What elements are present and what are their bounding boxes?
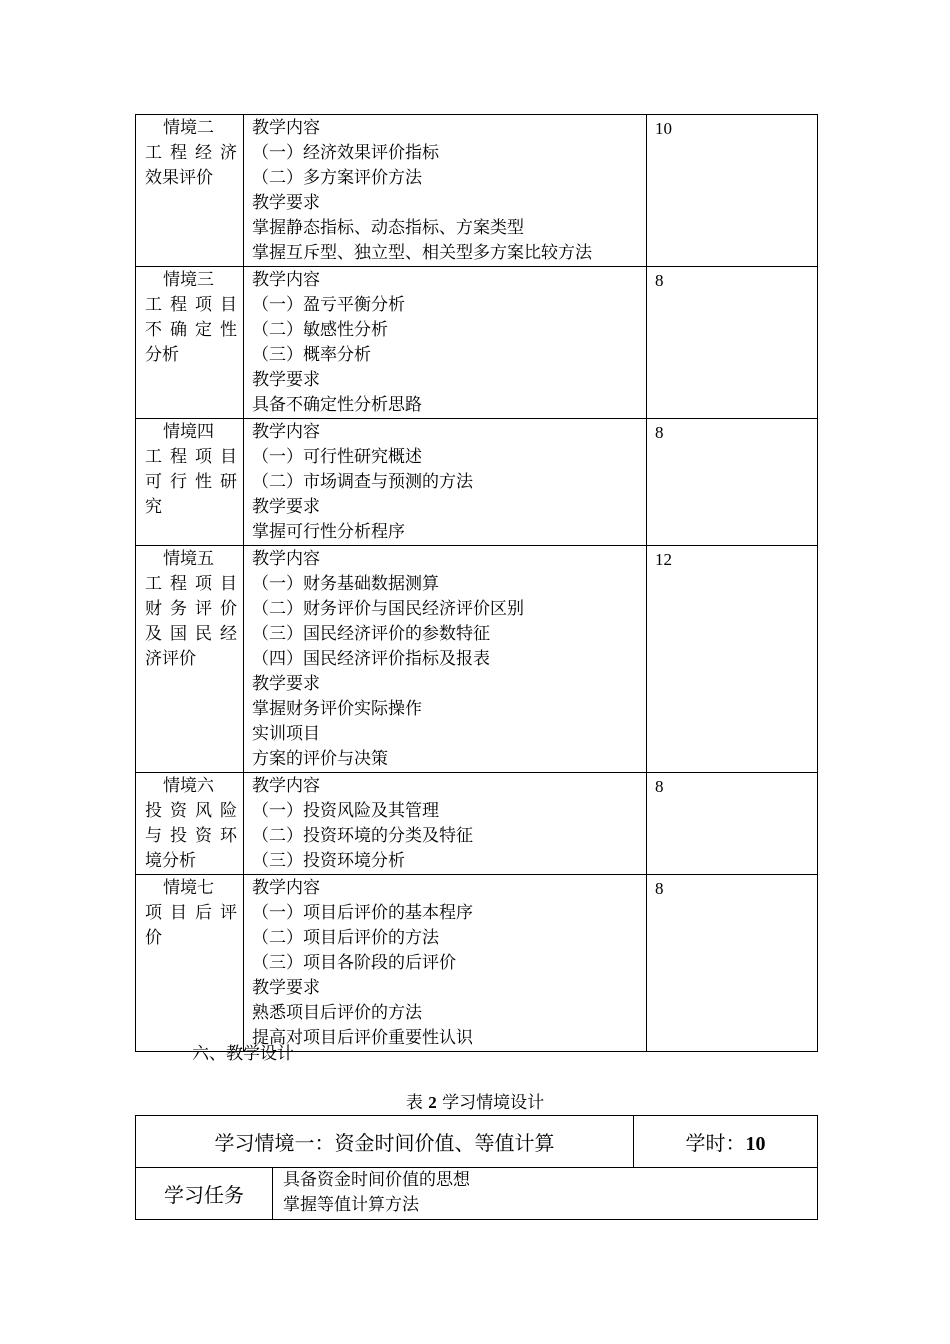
content-line: 教学要求 — [252, 370, 320, 390]
content-line: 掌握静态指标、动态指标、方案类型 — [252, 218, 524, 238]
content-line: 教学要求 — [252, 497, 320, 517]
situation-line: 价 — [145, 928, 162, 948]
situation-line: 工程项目 — [145, 295, 237, 315]
content-line: 教学要求 — [252, 978, 320, 998]
content-cell — [244, 115, 647, 267]
caption-number: 2 — [428, 1093, 437, 1112]
content-line: 方案的评价与决策 — [252, 749, 388, 769]
situation-cell — [136, 546, 244, 773]
situation-cell — [136, 419, 244, 546]
hours-cell: 12 — [647, 546, 818, 773]
hours-cell: 8 — [647, 419, 818, 546]
content-line: 教学内容 — [252, 422, 320, 442]
content-cell — [244, 419, 647, 546]
situation-line: 投资风险 — [145, 801, 237, 821]
task-label: 学习任务 — [136, 1168, 273, 1220]
situation-cell — [136, 875, 244, 1052]
task-item: 具备资金时间价值的思想 — [283, 1170, 470, 1190]
content-line: 熟悉项目后评价的方法 — [252, 1003, 422, 1023]
task-item: 掌握等值计算方法 — [283, 1195, 419, 1215]
content-cell — [244, 773, 647, 875]
content-line: 具备不确定性分析思路 — [252, 395, 422, 415]
content-line: 教学要求 — [252, 193, 320, 213]
content-line: （二）多方案评价方法 — [252, 168, 422, 188]
table-row — [136, 875, 818, 1052]
situation-cell — [136, 267, 244, 419]
content-line: （一）盈亏平衡分析 — [252, 295, 405, 315]
situation-line: 情境五 — [163, 549, 214, 569]
situation-cell — [136, 115, 244, 267]
hours-cell: 8 — [647, 773, 818, 875]
content-line: （二）敏感性分析 — [252, 320, 388, 340]
situation-line: 效果评价 — [145, 168, 213, 188]
situation-cell — [136, 773, 244, 875]
content-line: （一）项目后评价的基本程序 — [252, 903, 473, 923]
situation-line: 究 — [145, 497, 162, 517]
table-row — [136, 267, 818, 419]
content-line: （三）国民经济评价的参数特征 — [252, 624, 490, 644]
hours-cell — [634, 1116, 818, 1168]
content-line: （二）项目后评价的方法 — [252, 928, 439, 948]
content-line: （三）项目各阶段的后评价 — [252, 953, 456, 973]
caption-prefix: 表 — [405, 1093, 423, 1113]
content-line: （一）经济效果评价指标 — [252, 143, 439, 163]
caption-text: 学习情境设计 — [442, 1093, 545, 1113]
content-cell — [244, 267, 647, 419]
hours-cell: 10 — [647, 115, 818, 267]
content-line: 教学要求 — [252, 674, 320, 694]
situation-line: 情境四 — [163, 422, 214, 442]
situation-line: 济评价 — [145, 649, 196, 669]
content-line: 实训项目 — [252, 724, 320, 744]
situation-title-cell — [136, 1116, 634, 1168]
task-list-cell — [273, 1168, 818, 1220]
situation-line: 及国民经 — [145, 624, 237, 644]
content-line: （三）概率分析 — [252, 345, 371, 365]
hours-cell: 8 — [647, 267, 818, 419]
content-line: （三）投资环境分析 — [252, 851, 405, 871]
content-line: （二）市场调查与预测的方法 — [252, 472, 473, 492]
content-line: （一）可行性研究概述 — [252, 447, 422, 467]
content-line: 教学内容 — [252, 549, 320, 569]
situation-line: 财务评价 — [145, 599, 237, 619]
content-line: 提高对项目后评价重要性认识 — [252, 1028, 473, 1048]
content-line: 教学内容 — [252, 776, 320, 796]
situation-line: 工程项目 — [145, 574, 237, 594]
situation-line: 工程经济 — [145, 143, 237, 163]
learning-situation-table — [135, 1115, 818, 1220]
task-row — [136, 1168, 818, 1220]
content-line: 教学内容 — [252, 270, 320, 290]
situation-line: 分析 — [145, 345, 179, 365]
table-row — [136, 546, 818, 773]
situation-line: 可行性研 — [145, 472, 237, 492]
situation-line: 工程项目 — [145, 447, 237, 467]
table-row — [136, 419, 818, 546]
content-line: （二）财务评价与国民经济评价区别 — [252, 599, 524, 619]
situation-line: 项目后评 — [145, 903, 237, 923]
situation-line: 情境六 — [163, 776, 214, 796]
content-line: 掌握财务评价实际操作 — [252, 699, 422, 719]
situation-line: 与投资环 — [145, 826, 237, 846]
course-content-table — [135, 114, 818, 1052]
table-row — [136, 115, 818, 267]
situation-title-row — [136, 1116, 818, 1168]
content-cell — [244, 875, 647, 1052]
situation-line: 情境七 — [163, 878, 214, 898]
hours-cell: 8 — [647, 875, 818, 1052]
situation-line: 情境二 — [163, 118, 214, 138]
content-cell — [244, 546, 647, 773]
section-heading: 六、教学设计 — [192, 1044, 294, 1064]
table-row — [136, 773, 818, 875]
table-caption — [0, 1090, 950, 1116]
content-line: （一）财务基础数据测算 — [252, 574, 439, 594]
content-line: （一）投资风险及其管理 — [252, 801, 439, 821]
hours-label: 学时： — [685, 1131, 746, 1155]
situation-line: 情境三 — [163, 270, 214, 290]
content-line: （四）国民经济评价指标及报表 — [252, 649, 490, 669]
content-line: 教学内容 — [252, 878, 320, 898]
situation-line: 境分析 — [145, 851, 196, 871]
situation-line: 不确定性 — [145, 320, 237, 340]
situation-title: 学习情境一：资金时间价值、等值计算 — [214, 1131, 555, 1155]
content-line: 掌握可行性分析程序 — [252, 522, 405, 542]
content-line: （二）投资环境的分类及特征 — [252, 826, 473, 846]
content-line: 教学内容 — [252, 118, 320, 138]
hours-value: 10 — [745, 1133, 766, 1155]
content-line: 掌握互斥型、独立型、相关型多方案比较方法 — [252, 243, 592, 263]
